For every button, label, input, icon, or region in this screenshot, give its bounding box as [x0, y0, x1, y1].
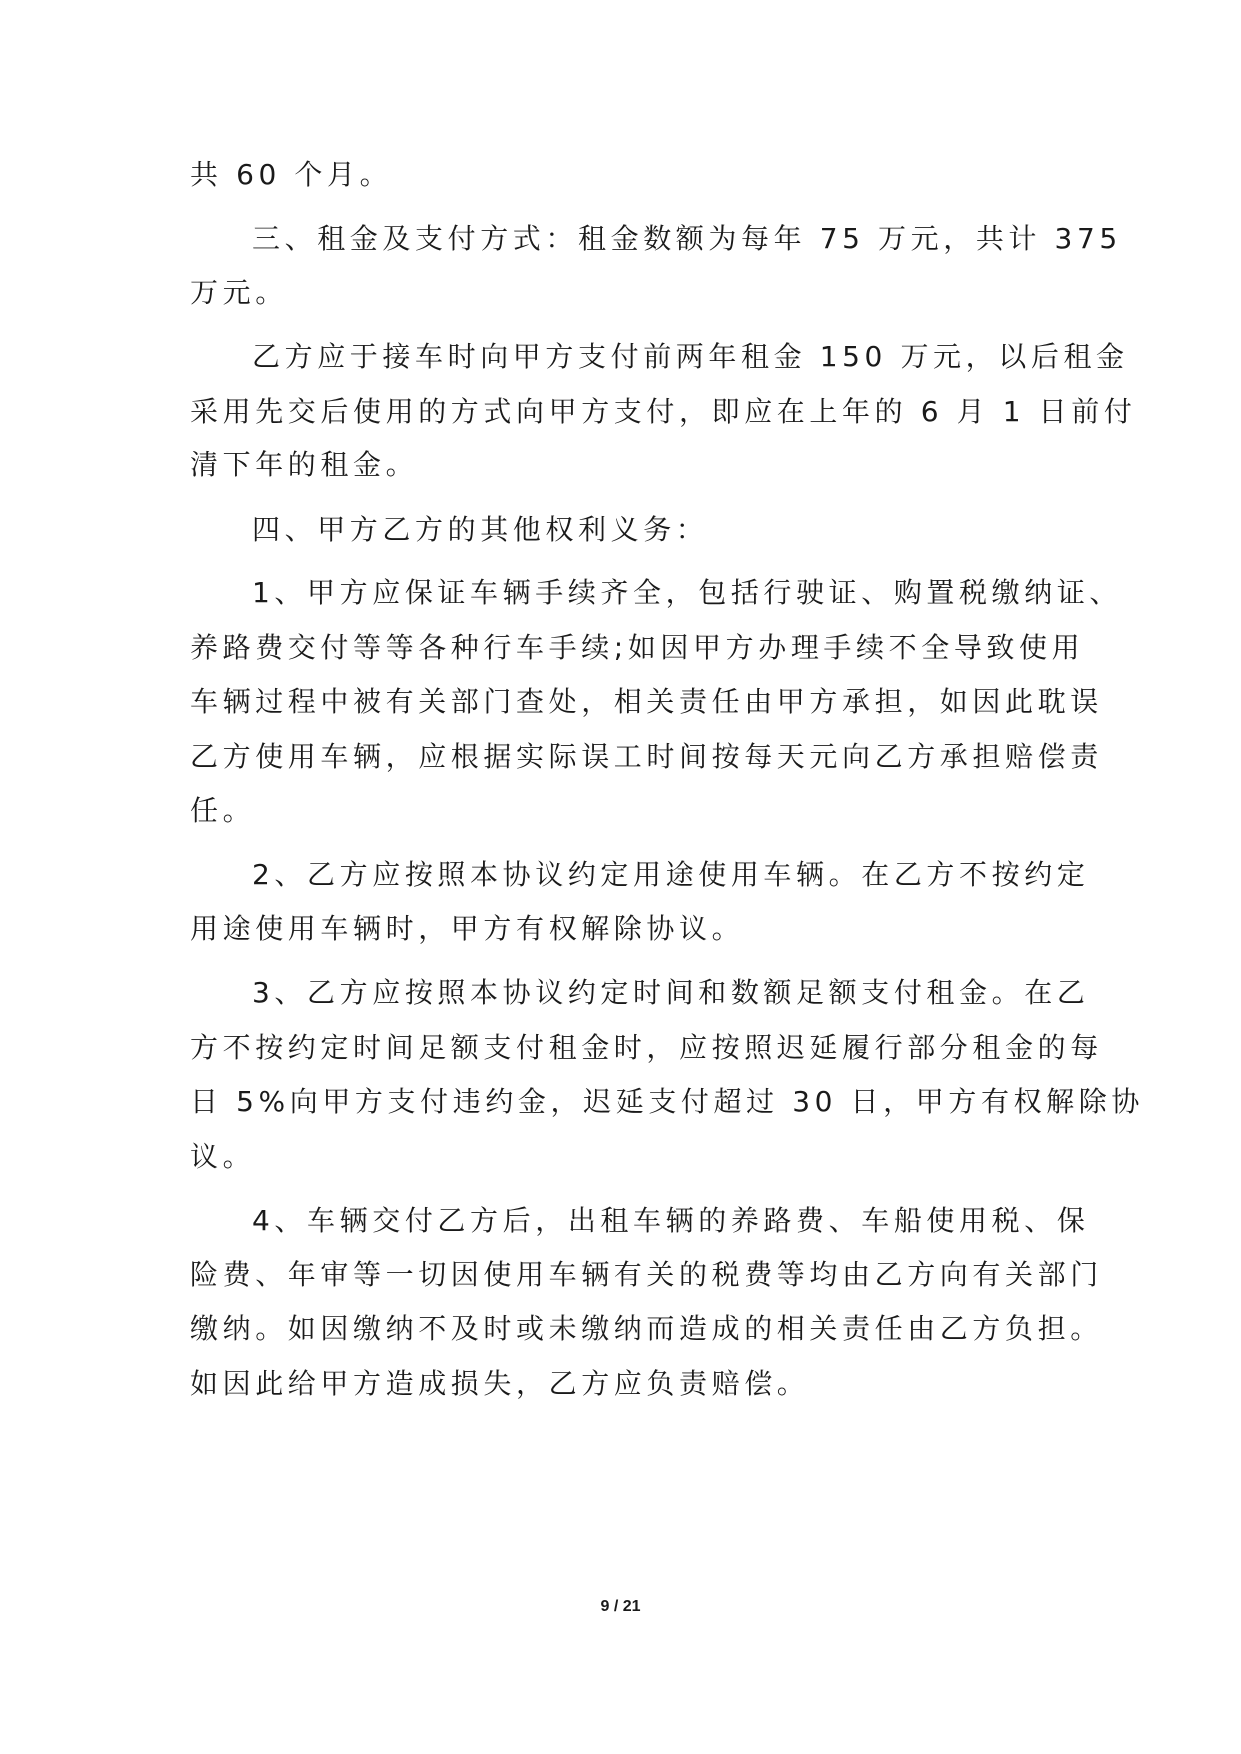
text-line: 任。: [190, 794, 256, 827]
text-line: 车辆过程中被有关部门查处，相关责任由甲方承担，如因此耽误: [190, 685, 1103, 718]
text-line: 议。: [190, 1140, 256, 1173]
text-line: 方不按约定时间足额支付租金时，应按照迟延履行部分租金的每: [190, 1031, 1103, 1064]
text-line: 用途使用车辆时，甲方有权解除协议。: [190, 912, 745, 945]
text-line: 四、甲方乙方的其他权利义务：: [252, 513, 709, 546]
text-line: 险费、年审等一切因使用车辆有关的税费等均由乙方向有关部门: [190, 1258, 1103, 1291]
text-line: 采用先交后使用的方式向甲方支付，即应在上年的 6 月 1 日前付: [190, 395, 1137, 428]
text-line: 日 5%向甲方支付违约金，迟延支付超过 30 日，甲方有权解除协: [190, 1085, 1144, 1118]
text-line: 共 60 个月。: [190, 158, 393, 191]
text-line: 4、车辆交付乙方后，出租车辆的养路费、车船使用税、保: [252, 1204, 1090, 1237]
text-line: 养路费交付等等各种行车手续;如因甲方办理手续不全导致使用: [190, 631, 1085, 664]
text-line: 乙方应于接车时向甲方支付前两年租金 150 万元，以后租金: [252, 340, 1129, 373]
text-line: 万元。: [190, 276, 288, 309]
text-line: 如因此给甲方造成损失，乙方应负责赔偿。: [190, 1367, 810, 1400]
page-number: 9 / 21: [600, 1598, 641, 1615]
text-line: 2、乙方应按照本协议约定用途使用车辆。在乙方不按约定: [252, 858, 1090, 891]
text-line: 三、租金及支付方式：租金数额为每年 75 万元，共计 375: [252, 222, 1122, 255]
text-line: 缴纳。如因缴纳不及时或未缴纳而造成的相关责任由乙方负担。: [190, 1312, 1103, 1345]
text-line: 3、乙方应按照本协议约定时间和数额足额支付租金。在乙: [252, 976, 1090, 1009]
text-line: 乙方使用车辆，应根据实际误工时间按每天元向乙方承担赔偿责: [190, 740, 1103, 773]
text-line: 清下年的租金。: [190, 448, 419, 481]
text-line: 1、甲方应保证车辆手续齐全，包括行驶证、购置税缴纳证、: [252, 576, 1123, 609]
